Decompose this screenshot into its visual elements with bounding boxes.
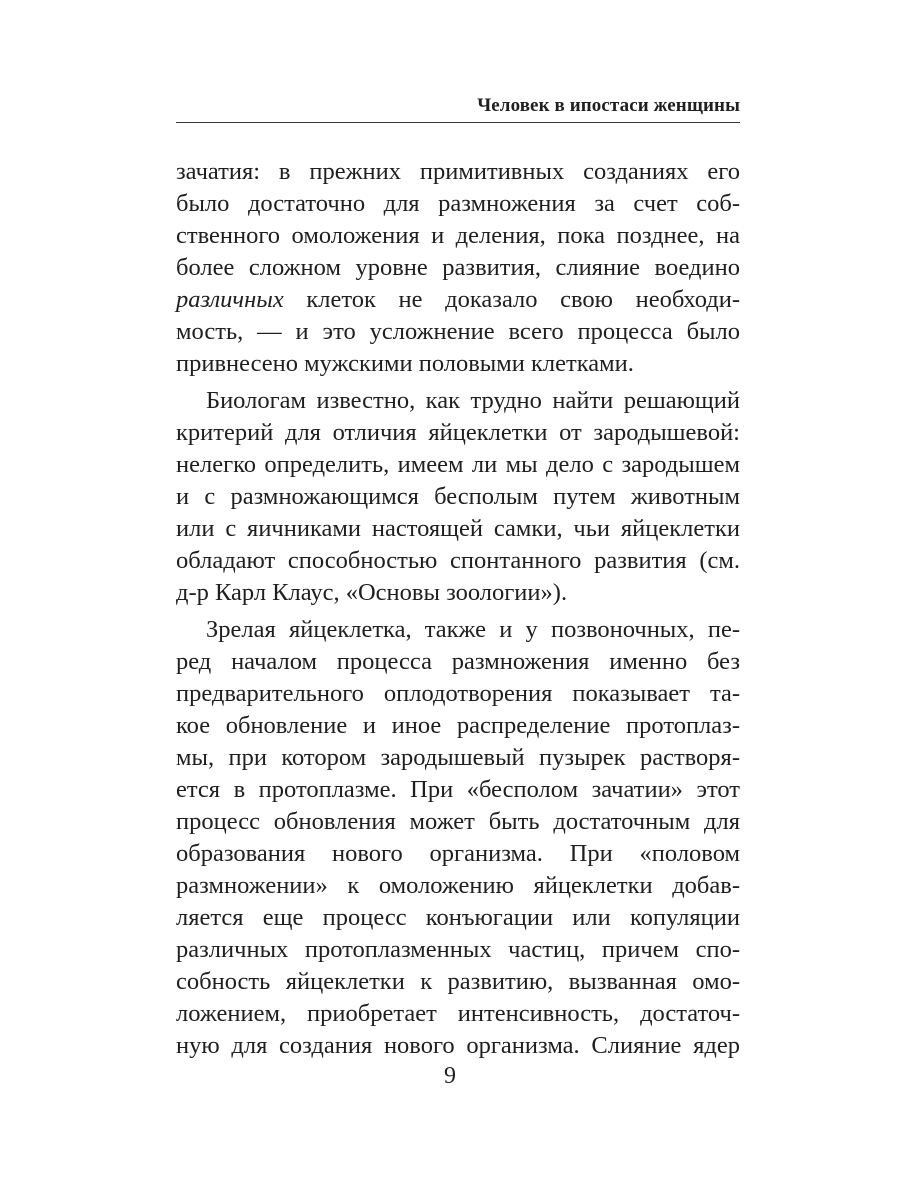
text-line: критерий для отличия яйцеклетки от зародышевой: (176, 419, 740, 446)
text-line: собность яйцеклетки к развитию, вызванная омо- (176, 968, 740, 995)
text-line: ляется еще процесс конъюгации или копуляции (176, 904, 740, 931)
paragraph-1 (176, 156, 740, 380)
text-line (176, 284, 740, 316)
paragraph-2 (176, 385, 740, 609)
text-line: мы, при котором зародышевый пузырек растворя- (176, 744, 740, 771)
text-line: или с яичниками настоящей самки, чьи яйцеклетки (176, 515, 740, 542)
text-line: процесс обновления может быть достаточным для (176, 808, 740, 835)
text-line: различных протоплазменных частиц, причем спо- (176, 936, 740, 963)
page-number: 9 (444, 1063, 456, 1089)
text-line: мость, — и это усложнение всего процесса было (176, 318, 740, 345)
text-line: зачатия: в прежних примитивных созданиях его (176, 158, 740, 185)
text-line: было достаточно для размножения за счет соб- (176, 190, 740, 217)
text-line: Биологам известно, как трудно найти решающий (206, 387, 740, 414)
text-line: обладают способностью спонтанного развития (см. (176, 547, 740, 574)
text-line: кое обновление и иное распределение протоплаз- (176, 712, 740, 739)
running-head (176, 92, 740, 123)
running-head-title: Человек в ипостаси женщины (477, 95, 740, 116)
text-line: привнесено мужскими половыми клетками. (176, 350, 634, 377)
text-line: и с размножающимся бесполым путем животным (176, 483, 740, 510)
text-line: размножении» к омоложению яйцеклетки добав- (176, 872, 740, 899)
italic-word: различных (176, 286, 284, 313)
text-line: более сложном уровне развития, слияние воедино (176, 254, 740, 281)
text-line: ред началом процесса размножения именно без (176, 648, 740, 675)
body-text (176, 156, 740, 1062)
text-line: Зрелая яйцеклетка, также и у позвоночных, пе- (206, 616, 740, 643)
text-line: предварительного оплодотворения показывает та- (176, 680, 740, 707)
text-line: ственного омоложения и деления, пока позднее, на (176, 222, 740, 249)
text-line-rest: клеток не доказало свою необходи- (283, 286, 740, 313)
text-line: ложением, приобретает интенсивность, достаточ- (176, 1000, 740, 1027)
text-line: д-р Карл Клаус, «Основы зоологии»). (176, 579, 568, 606)
text-line: ную для создания нового организма. Слияние ядер (176, 1032, 740, 1059)
text-line: нелегко определить, имеем ли мы дело с зародышем (176, 451, 740, 478)
text-line: образования нового организма. При «половом (176, 840, 740, 867)
text-line: ется в протоплазме. При «бесполом зачатии» этот (176, 776, 740, 803)
paragraph-3 (176, 614, 740, 1062)
